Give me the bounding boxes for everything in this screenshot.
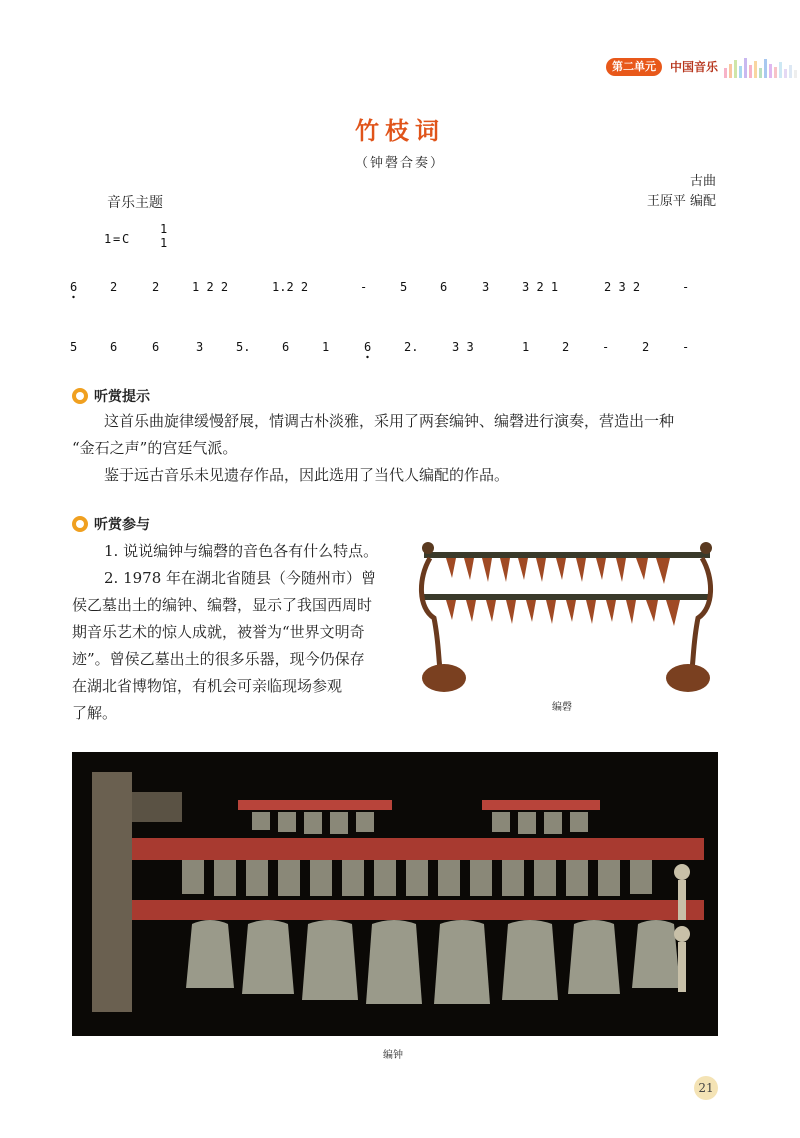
question-1: 1. 说说编钟与编磬的音色各有什么特点。 — [104, 542, 379, 560]
page-number: 21 — [694, 1076, 718, 1100]
listening-tips-heading — [72, 386, 150, 406]
note: 1 — [322, 340, 330, 354]
note: 5. — [236, 340, 251, 354]
key-mark: 1 — [104, 232, 112, 246]
tips-paragraph-2: 鉴于远古音乐未见遗存作品，因此选用了当代人编配的作品。 — [104, 466, 510, 484]
tips-paragraph-1: 这首乐曲旋律缓慢舒展，情调古朴淡雅，采用了两套编钟、编磬进行演奏，营造出一种 — [104, 412, 675, 430]
question-2-line: 在湖北省博物馆，有机会可亲临现场参观 — [72, 677, 343, 695]
note: 5 — [400, 280, 408, 294]
note: - — [682, 340, 690, 354]
note: - — [360, 280, 368, 294]
note: 6 — [152, 340, 160, 354]
unit-name: 中国音乐 — [670, 60, 719, 74]
decorative-bars — [724, 56, 800, 78]
note: 1 — [522, 340, 530, 354]
note: 6 — [364, 340, 372, 354]
note: 2 3 2 — [604, 280, 641, 294]
note: 3 2 1 — [522, 280, 559, 294]
unit-badge: 第二单元 — [606, 58, 662, 76]
note: 6 — [70, 280, 78, 294]
note: - — [682, 280, 690, 294]
section-bullet-icon — [72, 516, 88, 532]
song-arranger: 王原平 编配 — [646, 194, 716, 209]
note: 2. — [404, 340, 419, 354]
key-mark: 1 — [160, 222, 168, 236]
note: 6 — [440, 280, 448, 294]
question-2-line: 期音乐艺术的惊人成就，被誉为“世界文明奇 — [72, 623, 365, 641]
unit-header — [606, 58, 800, 76]
key-mark: C — [122, 232, 130, 246]
note: 2 — [642, 340, 650, 354]
note: 3 — [196, 340, 204, 354]
octave-dot — [366, 356, 368, 358]
participation-heading — [72, 514, 150, 534]
note: 6 — [282, 340, 290, 354]
song-subtitle: （钟磬合奏） — [354, 156, 445, 171]
notation-line-1 — [70, 280, 689, 298]
note: 5 — [70, 340, 78, 354]
stone-chimes-photo — [416, 538, 718, 698]
octave-dot — [72, 296, 74, 298]
section-bullet-icon — [72, 388, 88, 404]
notation-line-2 — [70, 340, 689, 358]
note: 1 2 2 — [192, 280, 229, 294]
note: 2 — [562, 340, 570, 354]
music-theme-label: 音乐主题 — [107, 195, 163, 211]
question-2-line: 了解。 — [72, 704, 118, 722]
note: 6 — [110, 340, 118, 354]
tips-paragraph-1b: “金石之声”的宫廷气派。 — [72, 439, 238, 457]
question-2-line: 2. 1978 年在湖北省随县（今随州市）曾 — [104, 569, 377, 587]
key-signature — [104, 222, 167, 250]
note: 2 — [152, 280, 160, 294]
question-2-line: 侯乙墓出土的编钟、编磬，显示了我国西周时 — [72, 596, 373, 614]
stone-chimes-caption: 编磬 — [552, 702, 572, 713]
note: 2 — [110, 280, 118, 294]
question-2-line: 迹”。曾侯乙墓出土的很多乐器，现今仍保存 — [72, 650, 365, 668]
note: 3 3 — [452, 340, 474, 354]
key-mark: = — [113, 232, 121, 246]
participation-title: 听赏参与 — [94, 517, 150, 533]
note: 3 — [482, 280, 490, 294]
listening-tips-title: 听赏提示 — [94, 389, 150, 405]
jianpu-notation — [0, 215, 800, 365]
bells-photo — [72, 752, 718, 1036]
note: - — [602, 340, 610, 354]
note: 1.2 2 — [272, 280, 309, 294]
key-mark: 1 — [160, 236, 168, 250]
song-title: 竹枝词 — [355, 116, 445, 145]
bells-caption: 编钟 — [383, 1050, 403, 1061]
song-origin: 古曲 — [689, 174, 716, 189]
